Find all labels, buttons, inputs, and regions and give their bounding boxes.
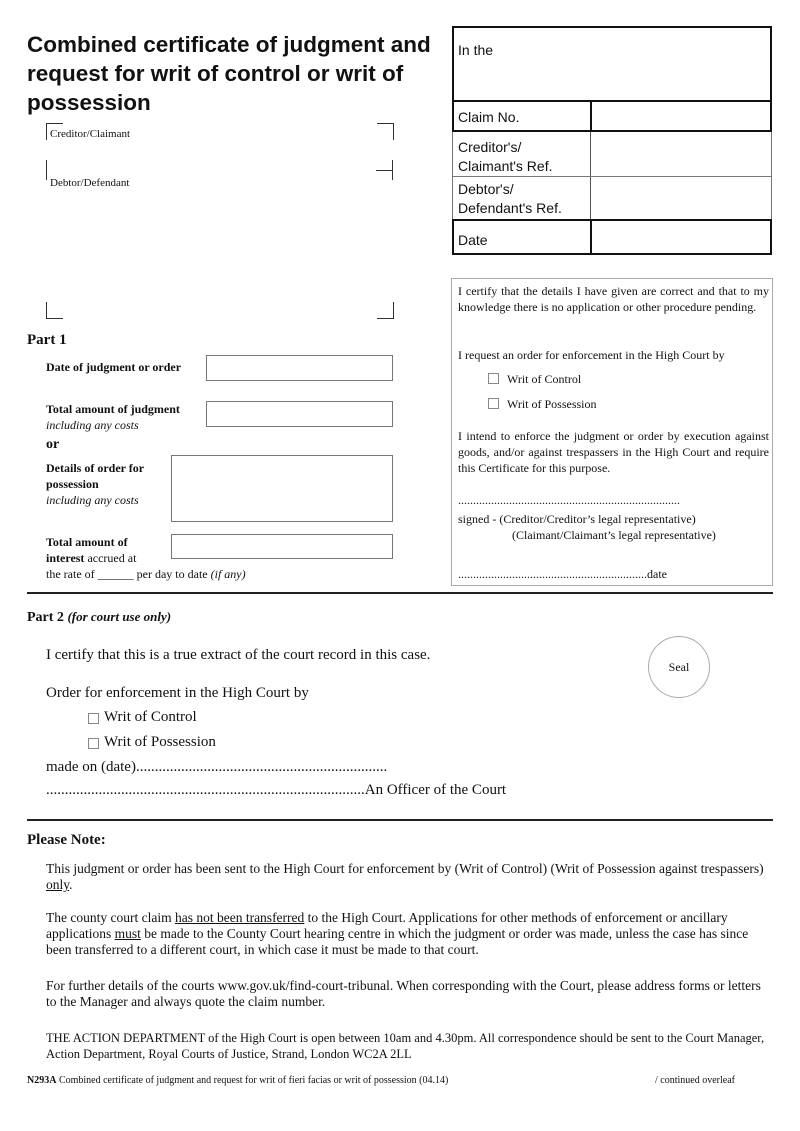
in-the-label: In the	[458, 42, 494, 58]
order-for-text: Order for enforcement in the High Court by	[46, 685, 309, 701]
part2-heading	[27, 609, 171, 626]
note-p2-text-c: be made to the County Court hearing centre in which the judgment or order was made, unless the case has since been transferred to a different court, in which case it must be made to that court.	[46, 926, 749, 957]
court-seal	[648, 636, 710, 698]
total-interest-label: Total amount of	[46, 535, 128, 549]
divider	[590, 219, 592, 255]
date-signed-label: date	[647, 567, 667, 581]
or-label: or	[46, 437, 60, 452]
please-note-heading: Please Note:	[27, 832, 106, 848]
rate-line	[46, 566, 246, 582]
note-p1-text: This judgment or order has been sent to the High Court for enforcement by (Writ of Control) (Writ of Possession against trespassers)	[46, 861, 764, 876]
debtor-ref-field[interactable]	[592, 178, 770, 218]
form-code: N293A	[27, 1075, 57, 1086]
rate-blank[interactable]: ______	[97, 567, 134, 581]
details-of-order-input[interactable]	[171, 455, 393, 522]
including-costs-note-2: including any costs	[46, 493, 139, 507]
date-signed-line[interactable]	[458, 566, 667, 582]
debtor-ref-label: Debtor's/ Defendant's Ref.	[458, 181, 562, 216]
writ-of-control-checkbox[interactable]	[488, 373, 499, 384]
officer-label: An Officer of the Court	[364, 782, 507, 798]
certify-text: I certify that the details I have given are correct and that to my knowledge there is no application or other procedure pending.	[458, 284, 769, 314]
accrued-at-text: accrued at	[84, 551, 137, 565]
date-field[interactable]	[593, 222, 769, 252]
date-of-judgment-input[interactable]	[206, 355, 393, 381]
interest-line	[46, 550, 136, 566]
p2-writ-of-possession-checkbox[interactable]	[88, 738, 99, 749]
including-costs-note: including any costs	[46, 418, 139, 432]
creditor-label: Creditor/Claimant	[50, 128, 131, 140]
rate-suffix: per day to date	[133, 567, 211, 581]
total-interest-input[interactable]	[171, 534, 393, 559]
note-paragraph-1	[46, 861, 771, 893]
if-any-note: (if any)	[210, 567, 246, 581]
creditor-ref-field[interactable]	[592, 134, 770, 174]
p2-writ-of-possession-label: Writ of Possession	[104, 734, 216, 750]
tick-mark	[376, 170, 393, 171]
writ-of-possession-label: Writ of Possession	[507, 397, 597, 411]
note-p2-emph-2: must	[114, 926, 141, 941]
claim-no-field[interactable]	[592, 102, 770, 130]
creditor-ref-label: Creditor's/ Claimant's Ref.	[458, 139, 553, 174]
officer-signature-dots[interactable]: .....................................................................................	[46, 782, 365, 798]
section-divider	[27, 819, 773, 821]
corner-mark	[46, 302, 63, 319]
tick-mark	[392, 160, 393, 180]
total-amount-label: Total amount of judgment	[46, 402, 180, 416]
form-description: Combined certificate of judgment and request for writ of fieri facias or writ of possession (04.14)	[56, 1075, 449, 1086]
corner-mark	[377, 302, 394, 319]
claim-no-label: Claim No.	[458, 109, 520, 125]
details-of-order-label: Details of order for possession	[46, 461, 144, 491]
interest-word: interest	[46, 551, 85, 565]
p2-writ-of-control-label: Writ of Control	[104, 709, 197, 725]
tick-mark	[46, 160, 47, 180]
note-p1-emph: only	[46, 877, 70, 892]
intend-text: I intend to enforce the judgment or order by execution against goods, and/or against trespassers in the High Court and require this Certificate for this purpose.	[458, 429, 769, 475]
form-title: Combined certificate of judgment and request for writ of control or writ of possession	[27, 32, 431, 115]
writ-of-control-label: Writ of Control	[507, 372, 582, 386]
date-label: Date	[458, 232, 488, 248]
made-on-line[interactable]: made on (date)...................................................................	[46, 759, 388, 775]
signed-label-2: (Claimant/Claimant’s legal representative)	[512, 528, 716, 542]
signed-label-1: signed - (Creditor/Creditor’s legal representative)	[458, 512, 696, 526]
part2-certify-text: I certify that this is a true extract of the court record in this case.	[46, 647, 431, 663]
officer-line	[46, 782, 506, 799]
total-amount-input[interactable]	[206, 401, 393, 427]
signature-line[interactable]: ..........................................................................	[458, 493, 680, 507]
note-p2-emph-1: has not been transferred	[174, 910, 305, 925]
p2-writ-of-control-checkbox[interactable]	[88, 713, 99, 724]
part2-title: Part 2	[27, 610, 64, 625]
note-paragraph-4: THE ACTION DEPARTMENT of the High Court is open between 10am and 4.30pm. All correspondence should be sent to the Court Manager, Action Department, Royal Courts of Justice, Strand, London WC2A 2LL	[46, 1031, 765, 1061]
part1-heading: Part 1	[27, 332, 67, 348]
date-of-judgment-label: Date of judgment or order	[46, 360, 182, 374]
section-divider	[27, 592, 773, 594]
date-dots: ...............................................................	[458, 567, 647, 581]
note-paragraph-3: For further details of the courts www.gov.uk/find-court-tribunal. When corresponding with the Court, please address forms or letters to the Manager and always quote the claim number.	[46, 978, 761, 1009]
corner-mark	[377, 123, 394, 140]
note-p2-text-b: to the High Court. Applications for other methods of enforcement or ancillary applications	[46, 910, 728, 941]
continued-overleaf: / continued overleaf	[655, 1075, 735, 1086]
note-p1-end: .	[69, 877, 73, 892]
debtor-label: Debtor/Defendant	[50, 177, 130, 189]
divider	[452, 176, 772, 177]
note-p2-text-a: The county court claim	[46, 910, 175, 925]
footer-form-id	[27, 1075, 448, 1086]
court-use-note: (for court use only)	[67, 609, 172, 624]
writ-of-possession-checkbox[interactable]	[488, 398, 499, 409]
seal-label: Seal	[668, 659, 690, 674]
note-paragraph-2	[46, 910, 771, 958]
rate-prefix: the rate of	[46, 567, 95, 581]
request-text: I request an order for enforcement in the High Court by	[458, 348, 725, 362]
